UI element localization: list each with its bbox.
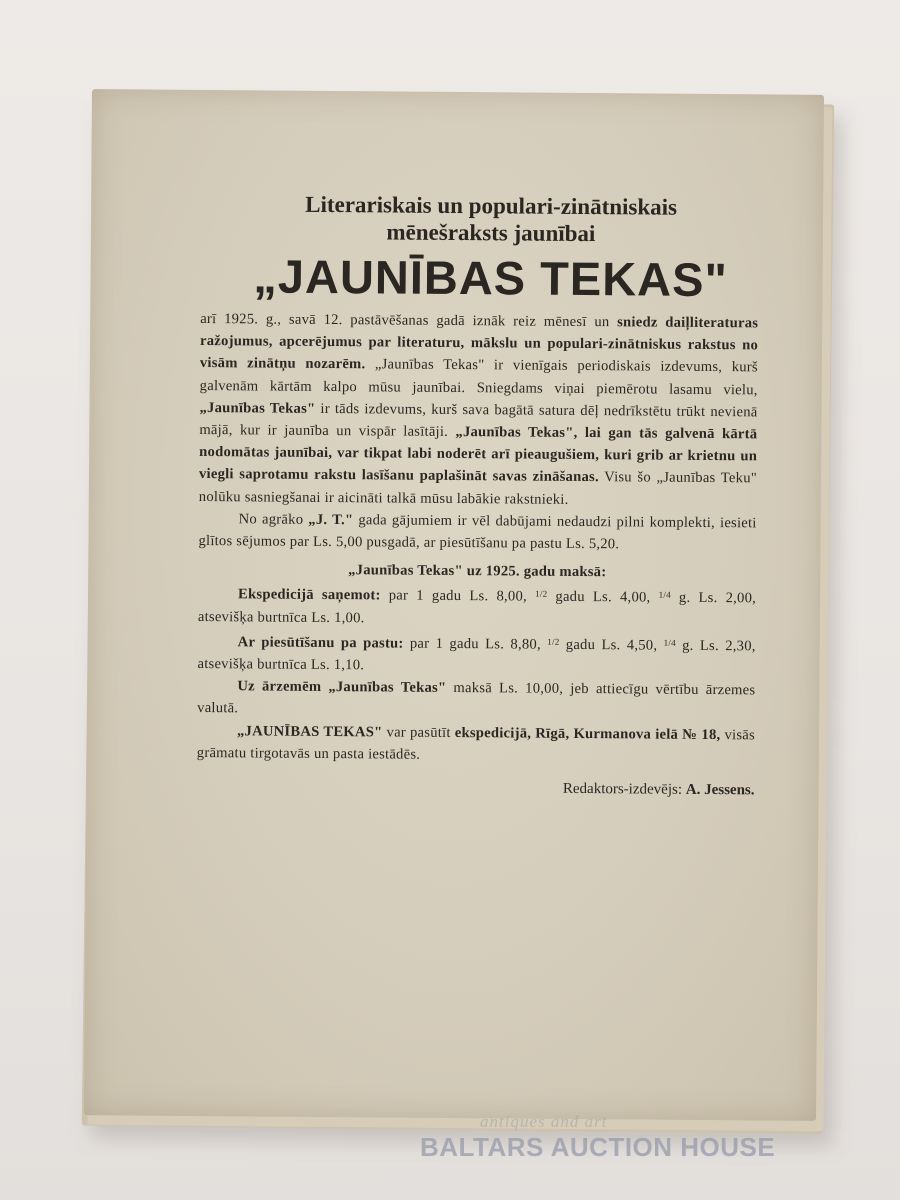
editor-signature bbox=[196, 778, 754, 799]
intro-text: arī 1925. g., savā 12. pastāvēšanas gadā iznāk reiz mēnesī un bbox=[200, 310, 618, 331]
price-text: par 1 gadu Ls. 8,80, bbox=[403, 635, 548, 653]
back-issues-bold: „J. T." bbox=[308, 511, 354, 529]
signature-label: Redaktors-izdevējs: bbox=[562, 780, 686, 798]
price-abroad bbox=[197, 675, 755, 724]
order-bold: ekspedicijā, Rīgā, Kurmanova ielā № 18, bbox=[454, 724, 721, 743]
intro-bold: sniedz daiļliteraturas ražojumus, apcerējumus par literaturu, mākslu un populari-zinātniskus rakstus no visām zinātņu nozarēm. bbox=[199, 314, 759, 373]
price-text: g. Ls. 2,00, atsevišķa burtnīca Ls. 1,00. bbox=[197, 590, 757, 626]
order-paragraph bbox=[197, 720, 755, 769]
auction-watermark bbox=[420, 1112, 820, 1172]
fraction: 1/2 bbox=[547, 636, 560, 647]
intro-text: „Jaunības Tekas" ir vienīgais periodiskais izdevums, kurš galvenām kārtām kalpo mūsu jaunībai. Sniegdams viņai piemērotu lasamu vielu, bbox=[199, 356, 758, 398]
signature-name: A. Jessens. bbox=[685, 781, 755, 799]
cover-text-block bbox=[196, 190, 759, 799]
intro-text: ir tāds izdevums, kurš sava bagātā satura dēļ nedrīkstētu trūkt nevienā mājā, kur ir jaunība un vispār lasītāji. bbox=[199, 400, 758, 441]
prices-heading: „Jaunības Tekas" uz 1925. gadu maksā: bbox=[348, 562, 607, 581]
price-post bbox=[197, 628, 755, 680]
fraction: 1/4 bbox=[658, 590, 671, 601]
back-issues-paragraph bbox=[198, 508, 756, 557]
price-text: maksā Ls. 10,00, jeb attiecīgu vērtību ārzemes valutā. bbox=[197, 680, 756, 717]
watermark-tagline: antiques and art bbox=[480, 1112, 608, 1131]
watermark-brand: BALTARS AUCTION HOUSE bbox=[420, 1132, 776, 1162]
price-label: Ar piesūtīšanu pa pastu: bbox=[237, 634, 404, 652]
intro-bold: „Jaunības Tekas", lai gan tās galvenā kārtā nodomātas jaunībai, var tikpat labi noderēt arī pieaugušiem, kuri grib ar krietnu un viegli saprotamu rakstu lasīšanu paplašināt savas zināšanas. bbox=[198, 424, 758, 486]
magazine-title: „JAUNĪBAS TEKAS" bbox=[253, 249, 728, 307]
intro-bold: „Jaunības Tekas" bbox=[199, 399, 316, 417]
order-text: visās grāmatu tirgotavās un pasta iestādēs. bbox=[196, 726, 756, 763]
order-text: var pasūtīt bbox=[382, 724, 455, 741]
magazine-back-cover bbox=[84, 89, 824, 1121]
price-label: Ekspedicijā saņemot: bbox=[238, 586, 381, 604]
subtitle-line-2: mēnešraksts jaunībai bbox=[386, 219, 596, 247]
price-text: gadu Ls. 4,50, bbox=[559, 636, 664, 654]
fraction: 1/4 bbox=[663, 637, 676, 648]
price-label: Uz ārzemēm „Jaunības Tekas" bbox=[237, 678, 447, 697]
price-text: par 1 gadu Ls. 8,00, bbox=[380, 587, 536, 606]
back-issues-text: No agrāko bbox=[238, 511, 309, 528]
intro-text: Visu šo „Jaunības Teku" nolūku sasniegšanai ir aicināti talkā mūsu labākie rakstnieki. bbox=[198, 469, 758, 508]
fraction: 1/2 bbox=[535, 589, 548, 600]
intro-paragraph bbox=[199, 308, 759, 512]
order-bold: „JAUNĪBAS TEKAS" bbox=[236, 722, 383, 741]
price-expedition bbox=[198, 580, 756, 632]
subtitle-line-1: Literariskais un populari-zinātniskais bbox=[305, 191, 678, 220]
price-text: g. Ls. 2,30, atsevišķa burtnīca Ls. 1,10. bbox=[197, 637, 756, 674]
price-text: gadu Ls. 4,00, bbox=[547, 589, 659, 607]
back-issues-text: gada gājumiem ir vēl dabūjami nedaudzi pilni komplekti, iesieti glītos sējumos par Ls. 5,00 pusgadā, ar piesūtīšanu pa pastu Ls. 5,20. bbox=[198, 512, 757, 553]
